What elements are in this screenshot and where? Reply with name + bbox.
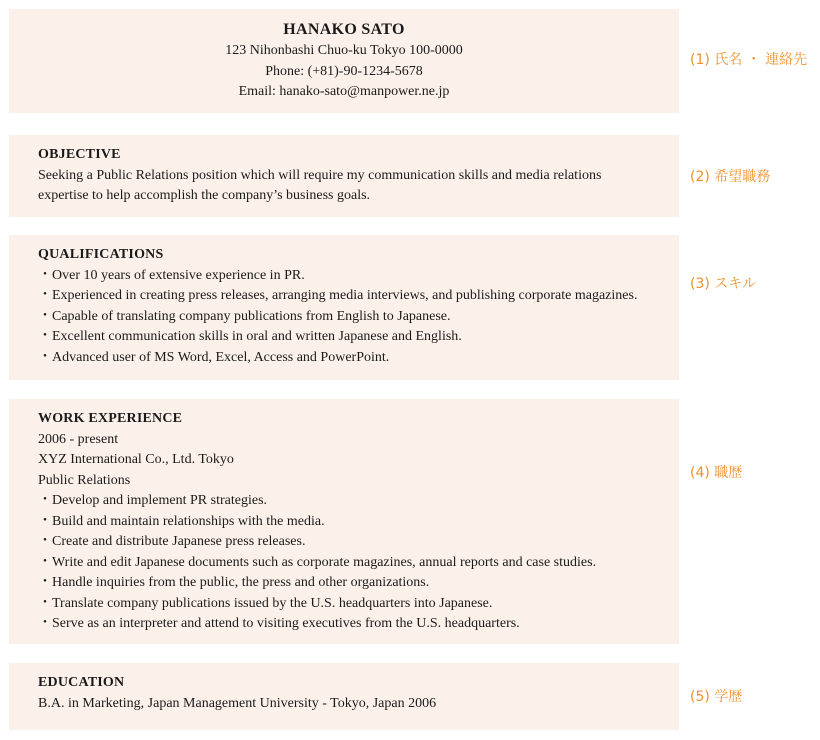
work-duty-item: ・Create and distribute Japanese press releases.: [38, 532, 669, 553]
qualification-item: ・Over 10 years of extensive experience in PR.: [38, 266, 669, 287]
work-duty-item: ・Handle inquiries from the public, the press and other organizations.: [38, 573, 669, 594]
education-heading: EDUCATION: [38, 675, 125, 690]
education-section: [9, 663, 679, 730]
bullet-marker: ・: [38, 513, 52, 529]
qualification-item: ・Advanced user of MS Word, Excel, Access and PowerPoint.: [38, 348, 669, 369]
work-duty-item: ・Translate company publications issued by the U.S. headquarters into Japanese.: [38, 594, 669, 615]
bullet-marker: ・: [38, 329, 52, 344]
objective-section: [9, 135, 679, 217]
bullet-marker: ・: [38, 288, 52, 303]
address-line: 123 Nihonbashi Chuo-ku Tokyo 100-0000: [225, 43, 463, 58]
bullet-marker: ・: [38, 616, 52, 631]
work-experience-heading: WORK EXPERIENCE: [38, 411, 183, 426]
qualification-item: ・Excellent communication skills in oral and written Japanese and English.: [38, 327, 669, 348]
education-degree: B.A. in Marketing, Japan Management University - Tokyo, Japan 2006: [38, 695, 437, 711]
qualification-item: ・Experienced in creating press releases, arranging media interviews, and publishing corporate magazines.: [38, 286, 669, 307]
work-duty-item: ・Write and edit Japanese documents such as corporate magazines, annual reports and case studies.: [38, 553, 669, 574]
bullet-marker: ・: [38, 554, 52, 570]
annotation-objective: (2) 希望職務: [690, 169, 771, 185]
bullet-marker: ・: [38, 493, 52, 508]
email-line: Email: hanako-sato@manpower.ne.jp: [238, 84, 450, 99]
work-duty-item: ・Serve as an interpreter and attend to visiting executives from the U.S. headquarters.: [38, 614, 669, 635]
bullet-marker: ・: [38, 308, 52, 324]
work-company: XYZ International Co., Ltd. Tokyo: [38, 452, 234, 467]
bullet-marker: ・: [38, 349, 52, 365]
objective-line: expertise to help accomplish the company’s business goals.: [38, 188, 371, 203]
bullet-marker: ・: [38, 595, 52, 611]
objective-line: Seeking a Public Relations position which will require my communication skills and media relations: [38, 167, 602, 183]
qualifications-heading: QUALIFICATIONS: [38, 247, 164, 262]
work-experience-section: [9, 399, 679, 644]
work-period: 2006 - present: [38, 431, 119, 447]
contact-section: [9, 9, 679, 113]
annotation-contact: (1) 氏名 ・ 連絡先: [690, 52, 808, 68]
applicant-name: HANAKO SATO: [283, 21, 405, 38]
annotation-work-history: (4) 職歴: [690, 465, 743, 481]
qualification-item: ・Capable of translating company publications from English to Japanese.: [38, 307, 669, 328]
objective-heading: OBJECTIVE: [38, 147, 121, 162]
annotation-education: (5) 学歴: [690, 689, 743, 705]
work-role: Public Relations: [38, 472, 131, 488]
bullet-marker: ・: [38, 267, 52, 283]
annotation-skills: (3) スキル: [690, 276, 757, 292]
qualifications-section: [9, 235, 679, 380]
work-duty-item: ・Build and maintain relationships with the media.: [38, 512, 669, 533]
bullet-marker: ・: [38, 534, 52, 549]
phone-line: Phone: (+81)-90-1234-5678: [265, 63, 423, 79]
work-duty-item: ・Develop and implement PR strategies.: [38, 491, 669, 512]
bullet-marker: ・: [38, 575, 52, 590]
